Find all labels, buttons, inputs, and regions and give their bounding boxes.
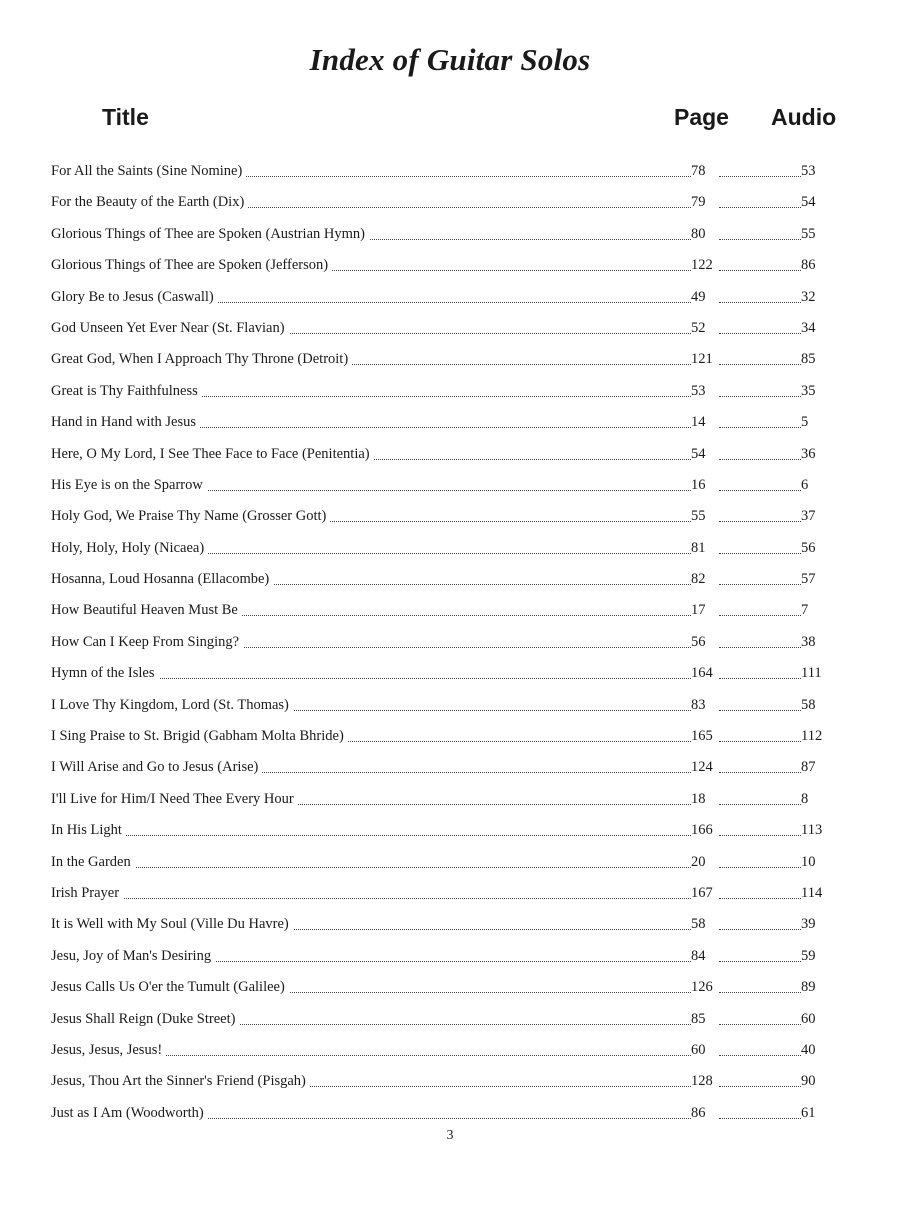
- song-title: Jesus, Jesus, Jesus!: [51, 1035, 166, 1066]
- page-number-cell: [691, 784, 721, 815]
- index-row: [51, 501, 831, 532]
- page-number-cell: [691, 658, 721, 689]
- page-number-cell: [691, 376, 721, 407]
- dot-leader: [719, 1086, 801, 1087]
- page-value: 54: [691, 445, 706, 462]
- page-value: 80: [691, 225, 706, 242]
- page-value: 124: [691, 759, 713, 776]
- audio-track-number: 37: [801, 508, 816, 525]
- page-number-cell: [691, 282, 721, 313]
- index-row: [51, 470, 831, 501]
- page-number-cell: [691, 595, 721, 626]
- song-title: Irish Prayer: [51, 878, 123, 909]
- page-number-cell: [691, 941, 721, 972]
- page-value: 164: [691, 665, 713, 682]
- song-title: Holy, Holy, Holy (Nicaea): [51, 533, 208, 564]
- song-title: His Eye is on the Sparrow: [51, 470, 207, 501]
- dot-leader: [719, 270, 801, 271]
- song-title: In His Light: [51, 815, 126, 846]
- song-title: Great is Thy Faithfulness: [51, 376, 202, 407]
- page-number-cell: [691, 564, 721, 595]
- dot-leader: [719, 1118, 801, 1119]
- index-row: [51, 627, 831, 658]
- page-number-cell: [691, 972, 721, 1003]
- page-value: 79: [691, 194, 706, 211]
- page-value: 14: [691, 414, 706, 431]
- dot-leader: [719, 929, 801, 930]
- dot-leader: [719, 490, 801, 491]
- page-number-cell: [691, 752, 721, 783]
- page-value: 78: [691, 163, 706, 179]
- audio-track-number: 40: [801, 1041, 816, 1058]
- dot-leader: [719, 521, 801, 522]
- song-title: How Can I Keep From Singing?: [51, 627, 243, 658]
- song-title: I'll Live for Him/I Need Thee Every Hour: [51, 784, 298, 815]
- dot-leader: [719, 176, 801, 177]
- song-title: In the Garden: [51, 847, 135, 878]
- audio-track-number: 6: [801, 476, 809, 493]
- page-number-cell: [691, 690, 721, 721]
- audio-track-number: 36: [801, 445, 816, 462]
- index-row: [51, 533, 831, 564]
- dot-leader: [719, 553, 801, 554]
- page-number-cell: [691, 1098, 721, 1129]
- song-title: Glory Be to Jesus (Caswall): [51, 282, 218, 313]
- index-row: [51, 847, 831, 878]
- page-number-cell: [691, 470, 721, 501]
- song-title: Hand in Hand with Jesus: [51, 407, 200, 438]
- dot-leader: [719, 710, 801, 711]
- page-number-cell: [691, 815, 721, 846]
- audio-track-number: 32: [801, 288, 816, 305]
- dot-leader: [719, 804, 801, 805]
- page-value: 82: [691, 571, 706, 588]
- dot-leader: [51, 898, 691, 899]
- dot-leader: [719, 835, 801, 836]
- audio-track-number: 87: [801, 759, 816, 776]
- index-row: [51, 1035, 831, 1066]
- audio-track-number: 53: [801, 163, 816, 179]
- index-row: [51, 878, 831, 909]
- page-value: 18: [691, 790, 706, 807]
- page-number-cell: [691, 533, 721, 564]
- page-number-cell: [691, 627, 721, 658]
- audio-track-number: 57: [801, 571, 816, 588]
- page-value: 81: [691, 539, 706, 556]
- song-title: Hosanna, Loud Hosanna (Ellacombe): [51, 564, 273, 595]
- audio-track-number: 114: [801, 884, 823, 901]
- index-row: [51, 784, 831, 815]
- index-list: [51, 156, 831, 1129]
- index-row: [51, 344, 831, 375]
- song-title: Jesus Shall Reign (Duke Street): [51, 1004, 239, 1035]
- dot-leader: [719, 741, 801, 742]
- song-title: Here, O My Lord, I See Thee Face to Face (Penitentia): [51, 439, 374, 470]
- index-row: [51, 972, 831, 1003]
- page-value: 121: [691, 351, 713, 368]
- dot-leader: [719, 867, 801, 868]
- page-value: 126: [691, 979, 713, 996]
- audio-track-number: 54: [801, 194, 816, 211]
- dot-leader: [719, 961, 801, 962]
- dot-leader: [719, 207, 801, 208]
- audio-track-number: 60: [801, 1010, 816, 1027]
- audio-track-number: 85: [801, 351, 816, 368]
- page-value: 55: [691, 508, 706, 525]
- page-value: 52: [691, 319, 706, 336]
- page-number-cell: [691, 439, 721, 470]
- song-title: It is Well with My Soul (Ville Du Havre): [51, 909, 293, 940]
- index-row: [51, 439, 831, 470]
- page-number-cell: [691, 1004, 721, 1035]
- index-row: [51, 815, 831, 846]
- audio-track-number: 38: [801, 633, 816, 650]
- index-row: [51, 690, 831, 721]
- index-row: [51, 156, 831, 187]
- page-number-cell: [691, 156, 721, 187]
- index-row: [51, 313, 831, 344]
- audio-track-number: 86: [801, 257, 816, 274]
- page-value: 83: [691, 696, 706, 713]
- page-value: 165: [691, 728, 713, 745]
- song-title: I Will Arise and Go to Jesus (Arise): [51, 752, 262, 783]
- dot-leader: [719, 333, 801, 334]
- page-value: 16: [691, 476, 706, 493]
- page-number-cell: [691, 1066, 721, 1097]
- audio-track-number: 55: [801, 225, 816, 242]
- audio-track-number: 8: [801, 790, 809, 807]
- page-value: 128: [691, 1073, 713, 1090]
- song-title: God Unseen Yet Ever Near (St. Flavian): [51, 313, 289, 344]
- dot-leader: [719, 772, 801, 773]
- song-title: Jesus, Thou Art the Sinner's Friend (Pisgah): [51, 1066, 310, 1097]
- index-row: [51, 1066, 831, 1097]
- dot-leader: [719, 647, 801, 648]
- audio-track-number: 59: [801, 947, 816, 964]
- dot-leader: [719, 898, 801, 899]
- index-row: [51, 909, 831, 940]
- audio-track-number: 113: [801, 822, 823, 839]
- index-row: [51, 219, 831, 250]
- audio-track-number: 7: [801, 602, 809, 619]
- song-title: Just as I Am (Woodworth): [51, 1098, 208, 1129]
- dot-leader: [51, 835, 691, 836]
- song-title: Jesus Calls Us O'er the Tumult (Galilee): [51, 972, 289, 1003]
- song-title: How Beautiful Heaven Must Be: [51, 595, 242, 626]
- page-number-cell: [691, 847, 721, 878]
- page-number-cell: [691, 721, 721, 752]
- page-number-cell: [691, 878, 721, 909]
- dot-leader: [719, 615, 801, 616]
- page-value: 49: [691, 288, 706, 305]
- page-number-cell: [691, 250, 721, 281]
- index-row: [51, 752, 831, 783]
- page-number-cell: [691, 313, 721, 344]
- audio-track-number: 5: [801, 414, 809, 431]
- song-title: Jesu, Joy of Man's Desiring: [51, 941, 215, 972]
- song-title: Holy God, We Praise Thy Name (Grosser Gott): [51, 501, 330, 532]
- index-row: [51, 941, 831, 972]
- index-row: [51, 1098, 831, 1129]
- index-row: [51, 721, 831, 752]
- page-value: 84: [691, 947, 706, 964]
- dot-leader: [719, 1055, 801, 1056]
- index-row: [51, 250, 831, 281]
- song-title: Hymn of the Isles: [51, 658, 159, 689]
- index-row: [51, 658, 831, 689]
- audio-track-number: 112: [801, 728, 823, 745]
- dot-leader: [719, 239, 801, 240]
- song-title: Glorious Things of Thee are Spoken (Austrian Hymn): [51, 219, 369, 250]
- page-number-cell: [691, 407, 721, 438]
- dot-leader: [719, 302, 801, 303]
- page-title: Index of Guitar Solos: [309, 42, 591, 77]
- audio-track-number: 39: [801, 916, 816, 933]
- index-row: [51, 282, 831, 313]
- dot-leader: [719, 678, 801, 679]
- column-header-page: Page: [674, 104, 729, 130]
- song-title: I Love Thy Kingdom, Lord (St. Thomas): [51, 690, 293, 721]
- audio-track-number: 111: [801, 665, 822, 682]
- index-row: [51, 187, 831, 218]
- index-row: [51, 595, 831, 626]
- audio-track-number: 61: [801, 1104, 816, 1121]
- dot-leader: [719, 992, 801, 993]
- audio-track-number: 10: [801, 853, 816, 870]
- page-value: 17: [691, 602, 706, 619]
- song-title: For the Beauty of the Earth (Dix): [51, 187, 248, 218]
- page-value: 167: [691, 884, 713, 901]
- dot-leader: [719, 1024, 801, 1025]
- song-title: Glorious Things of Thee are Spoken (Jefferson): [51, 250, 332, 281]
- page-number-cell: [691, 187, 721, 218]
- page-value: 53: [691, 382, 706, 399]
- page-number-cell: [691, 501, 721, 532]
- page-value: 85: [691, 1010, 706, 1027]
- page-value: 56: [691, 633, 706, 650]
- dot-leader: [719, 459, 801, 460]
- audio-track-number: 90: [801, 1073, 816, 1090]
- audio-track-number: 89: [801, 979, 816, 996]
- index-row: [51, 564, 831, 595]
- page-value: 58: [691, 916, 706, 933]
- page-number-cell: [691, 1035, 721, 1066]
- audio-track-number: 35: [801, 382, 816, 399]
- dot-leader: [719, 364, 801, 365]
- column-header-title: Title: [102, 104, 149, 130]
- dot-leader: [719, 396, 801, 397]
- audio-track-number: 56: [801, 539, 816, 556]
- page-number-cell: [691, 344, 721, 375]
- song-title: Great God, When I Approach Thy Throne (Detroit): [51, 344, 352, 375]
- page-number-cell: [691, 909, 721, 940]
- page-value: 122: [691, 257, 713, 274]
- index-row: [51, 376, 831, 407]
- audio-track-number: 58: [801, 696, 816, 713]
- index-row: [51, 1004, 831, 1035]
- column-header-audio: Audio: [771, 104, 837, 130]
- index-row: [51, 407, 831, 438]
- page-value: 20: [691, 853, 706, 870]
- audio-track-number: 34: [801, 319, 816, 336]
- page-number-cell: [691, 219, 721, 250]
- page-number: 3: [446, 1128, 454, 1143]
- page-value: 166: [691, 822, 713, 839]
- song-title: For All the Saints (Sine Nomine): [51, 156, 246, 187]
- page-value: 60: [691, 1041, 706, 1058]
- dot-leader: [719, 427, 801, 428]
- page-value: 86: [691, 1104, 706, 1121]
- song-title: I Sing Praise to St. Brigid (Gabham Molta Bhride): [51, 721, 348, 752]
- dot-leader: [51, 867, 691, 868]
- dot-leader: [719, 584, 801, 585]
